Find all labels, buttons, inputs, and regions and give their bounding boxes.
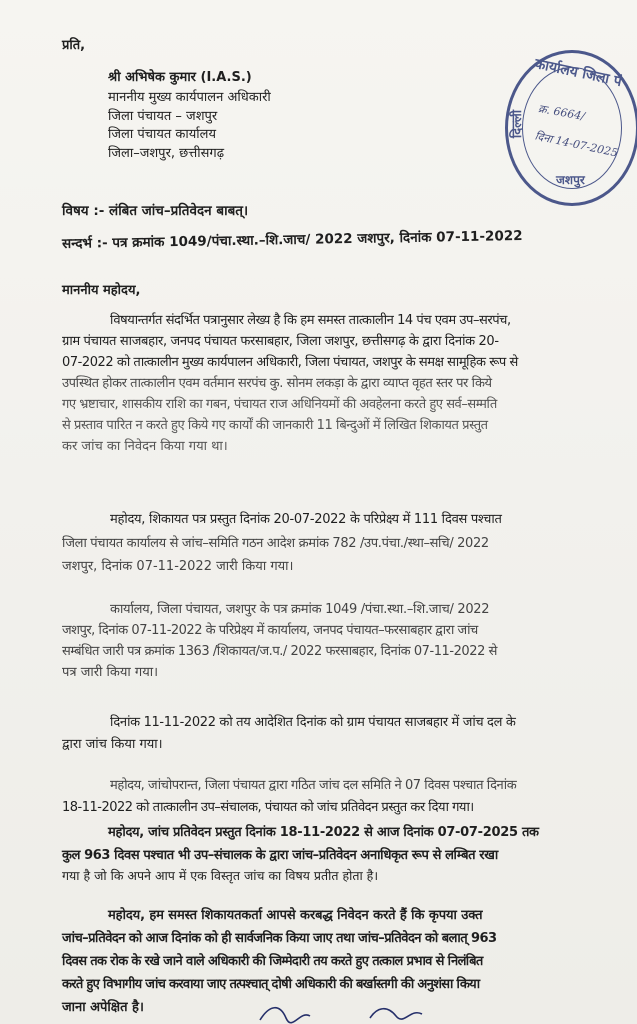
paragraph-line: गया है जो कि अपने आप में एक विस्तृत जांच का विषय प्रतीत होता है। (62, 868, 379, 883)
paragraph-1 (62, 311, 632, 461)
seal-left-text: दिल्ली (510, 109, 526, 139)
paragraph-line: से प्रस्ताव पारित न करते हुए किये गए कार्यों की जानकारी 11 बिन्दुओं में लिखित शिकायत प्रस्तुत (62, 418, 488, 433)
paragraph-3 (62, 600, 632, 690)
salutation: माननीय महोदय, (62, 283, 141, 298)
paragraph-line: द्वारा जांच किया गया। (62, 737, 163, 752)
paragraph-line: महोदय, जांचोपरान्त, जिला पंचायत द्वारा गठित जांच दल समिति ने 07 दिवस पश्चात दिनांक (110, 778, 517, 793)
paragraph-6 (62, 822, 632, 892)
signature-scribble (260, 1008, 310, 1023)
paragraph-line: गए भ्रष्टाचार, शासकीय राशि का गबन, पंचायत राज अधिनियमों की अवहेलना करते हुए सर्व–सम्मति (62, 397, 497, 412)
addressee-office-2: जिला पंचायत कार्यालय (108, 127, 217, 142)
paragraph-line: विषयान्तर्गत संदर्भित पत्रानुसार लेख्य है कि हम समस्त तात्कालीन 14 पंच एवम उप–सरपंच, (110, 313, 511, 328)
seal-side-text: जशपुर (556, 173, 585, 187)
paragraph-line: दिनांक 11-11-2022 को तय आदेशित दिनांक को ग्राम पंचायत साजबहार में जांच दल के (110, 715, 516, 730)
office-seal (505, 50, 637, 206)
seal-top-text: कार्यालय जिला पं (533, 55, 624, 91)
addressee-office-1: जिला पंचायत – जशपुर (108, 109, 218, 124)
addressee-designation: माननीय मुख्य कार्यपालन अधिकारी (108, 90, 271, 105)
paragraph-line: जाना अपेक्षित है। (62, 1000, 144, 1015)
paragraph-line: महोदय, हम समस्त शिकायतकर्ता आपसे करबद्ध निवेदन करते हैं कि कृपया उक्त (108, 908, 483, 923)
paragraph-line: पत्र जारी किया गया। (62, 665, 159, 680)
paragraph-line: उपस्थित होकर तात्कालीन एवम वर्तमान सरपंच कु. सोनम लकड़ा के द्वारा व्याप्त वृहत स्तर पर किये (62, 376, 492, 391)
paragraph-line (110, 510, 502, 530)
paragraph-line: 07-2022 को तात्कालीन मुख्य कार्यपालन अधिकारी, जिला पंचायत, जशपुर के समक्ष सामूहिक रूप से (62, 355, 518, 370)
paragraph-line: जांच–प्रतिवेदन को आज दिनांक को ही सार्वजनिक किया जाए तथा जांच–प्रतिवेदन को बलात् 963 (62, 931, 497, 946)
paragraph-line: महोदय, जांच प्रतिवेदन प्रस्तुत दिनांक 18-11-2022 से आज दिनांक 07-07-2025 तक (108, 825, 539, 840)
paragraph-line: जिला पंचायत कार्यालय से जांच–समिति गठन आदेश क्रमांक 782 /उप.पंचा./स्था–सचि/ 2022 (62, 536, 489, 551)
signature-scribble (370, 1009, 422, 1019)
reference-line: सन्दर्भ :- पत्र क्रमांक 1049/पंचा.स्था.–शि.जाच/ 2022 जशपुर, दिनांक 07-11-2022 (61, 227, 523, 252)
addressee-district: जिला–जशपुर, छत्तीसगढ़ (108, 146, 225, 161)
paragraph-line: कुल 963 दिवस पश्चात भी उप–संचालक के द्वारा जांच–प्रतिवेदन अनाधिकृत रूप से लम्बित रखा (62, 848, 498, 863)
paragraph-line: दिवस तक रोक के रखे जाने वाले अधिकारी की जिम्मेदारी तय करते हुए तत्काल प्रभाव से निलंबित (62, 954, 483, 969)
paragraph-line: जशपुर, दिनांक 07-11-2022 जारी किया गया। (62, 559, 294, 574)
paragraph-2 (62, 510, 632, 576)
paragraph-4 (62, 713, 632, 757)
paragraph-line: कर जांच का निवेदन किया गया था। (62, 439, 228, 454)
paragraph-line: कार्यालय, जिला पंचायत, जशपुर के पत्र क्रमांक 1049 /पंचा.स्था.–शि.जाच/ 2022 (110, 602, 490, 617)
paragraph-5 (62, 776, 632, 820)
subject-line: विषय :- लंबित जांच–प्रतिवेदन बाबत्। (62, 203, 249, 219)
paragraph-line: करते हुए विभागीय जांच करवाया जाए तत्पश्चात् दोषी अधिकारी की बर्खास्तगी की अनुशंसा किया (62, 977, 480, 992)
paragraph-line: 18-11-2022 को तात्कालीन उप–संचालक, पंचायत को जांच प्रतिवेदन प्रस्तुत कर दिया गया। (62, 800, 474, 815)
signature-marks (250, 1000, 450, 1024)
seal-inward-date: दिना 14-07-2025 (533, 129, 619, 160)
prati-label: प्रति, (62, 38, 86, 53)
paragraph-line: ग्राम पंचायत साजबहार, जनपद पंचायत फरसाबहार, जिला जशपुर, छत्तीसगढ़ के द्वारा दिनांक 20- (62, 334, 499, 349)
paragraph-line: महोदय, शिकायत पत्र प्रस्तुत दिनांक 20-07-2022 के परिप्रेक्ष्य में 111 दिवस पश्चात (110, 512, 502, 527)
paragraph-line: सम्बंधित जारी पत्र क्रमांक 1363 /शिकायत/ज.प./ 2022 फरसाबहार, दिनांक 07-11-2022 से (62, 644, 497, 659)
paragraph-line: जशपुर, दिनांक 07-11-2022 के परिप्रेक्ष्य में कार्यालय, जनपद पंचायत–फरसाबहार द्वारा जांच (62, 623, 478, 638)
addressee-name: श्री अभिषेक कुमार (I.A.S.) (108, 70, 252, 85)
seal-inward-number: क्र. 6664/ (537, 102, 586, 123)
